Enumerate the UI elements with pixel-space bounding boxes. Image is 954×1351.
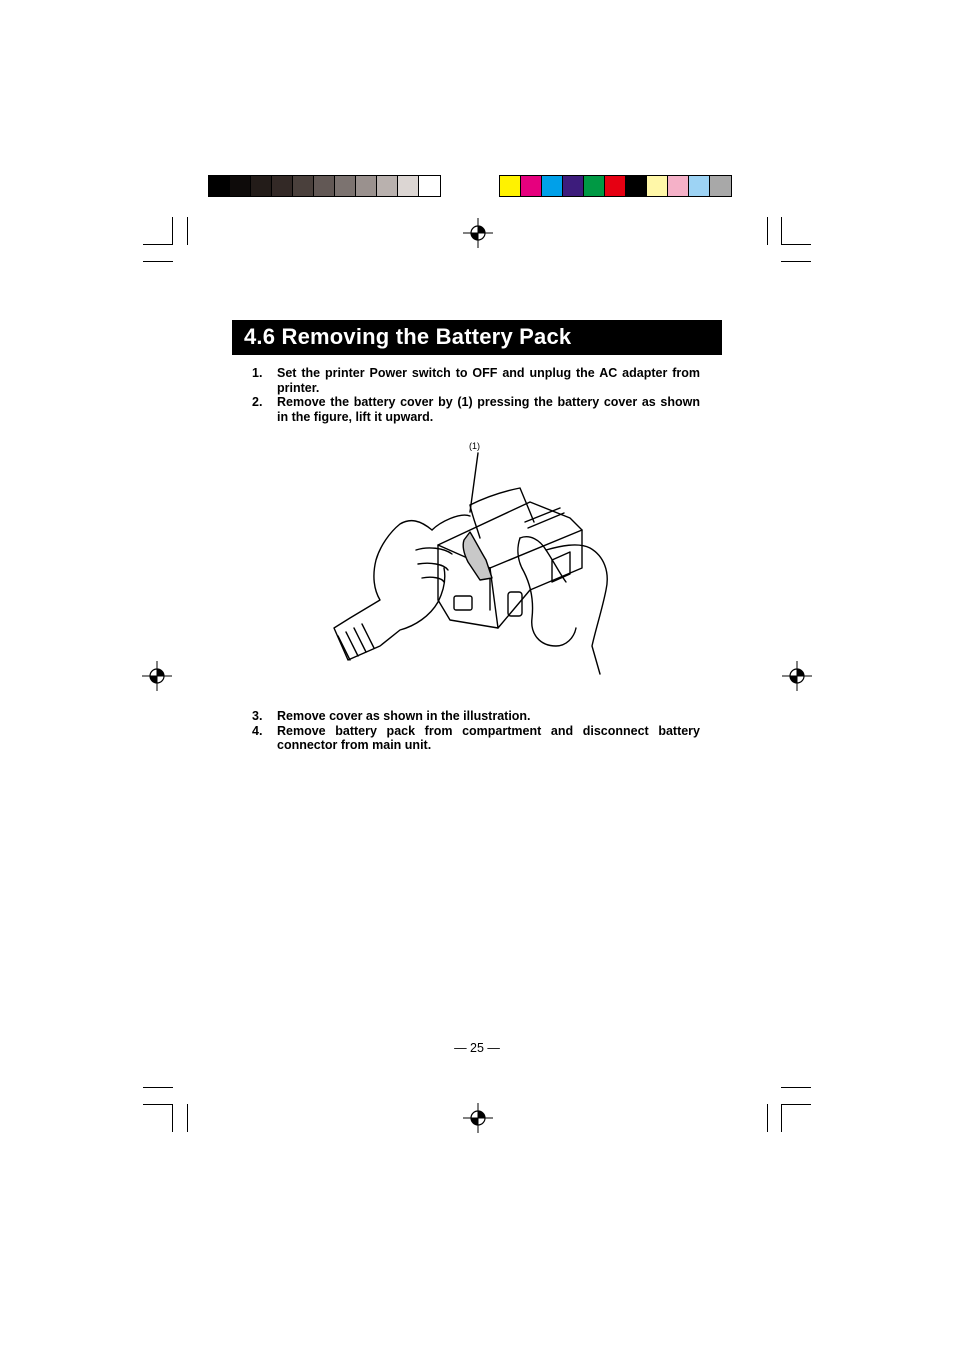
color-swatch xyxy=(398,176,419,196)
color-swatch xyxy=(542,176,563,196)
step-text: Remove the battery cover by (1) pressing the battery cover as shown in the figure, lift it upward. xyxy=(277,395,700,424)
color-swatch xyxy=(230,176,251,196)
instruction-list-top xyxy=(252,366,700,424)
instruction-list-bottom xyxy=(252,709,700,753)
color-swatch xyxy=(689,176,710,196)
color-swatch xyxy=(293,176,314,196)
color-swatch xyxy=(647,176,668,196)
step-number: 2. xyxy=(252,395,263,409)
crop-mark xyxy=(143,261,173,262)
crop-mark xyxy=(143,1104,173,1105)
color-swatch xyxy=(419,176,440,196)
section-title: 4.6 Removing the Battery Pack xyxy=(244,324,572,349)
color-swatch xyxy=(626,176,647,196)
color-swatch xyxy=(314,176,335,196)
color-swatch xyxy=(563,176,584,196)
crop-mark xyxy=(172,217,173,245)
color-swatch xyxy=(521,176,542,196)
crop-mark xyxy=(781,261,811,262)
crop-mark xyxy=(781,1104,782,1132)
color-swatch xyxy=(335,176,356,196)
battery-cover-removal-illustration xyxy=(320,450,620,682)
step-text: Set the printer Power switch to OFF and unplug the AC adapter from printer. xyxy=(277,366,700,395)
crop-mark xyxy=(781,217,782,245)
color-swatch xyxy=(710,176,731,196)
page-number: — 25 — xyxy=(454,1041,500,1055)
instruction-step xyxy=(252,709,700,724)
crop-mark xyxy=(143,244,173,245)
crop-mark xyxy=(781,244,811,245)
crop-mark xyxy=(781,1104,811,1105)
color-swatch xyxy=(272,176,293,196)
crop-mark xyxy=(187,1104,188,1132)
crop-mark xyxy=(172,1104,173,1132)
registration-mark-icon xyxy=(782,661,812,691)
section-title-bar xyxy=(232,320,722,355)
color-swatch xyxy=(356,176,377,196)
crop-mark xyxy=(767,1104,768,1132)
color-swatch xyxy=(584,176,605,196)
color-calibration-bar xyxy=(499,175,732,197)
registration-mark-icon xyxy=(463,218,493,248)
crop-mark xyxy=(143,1087,173,1088)
step-text: Remove battery pack from compartment and disconnect battery connector from main unit. xyxy=(277,723,700,752)
registration-mark-icon xyxy=(142,661,172,691)
crop-mark xyxy=(781,1087,811,1088)
color-swatch xyxy=(668,176,689,196)
step-text: Remove cover as shown in the illustration. xyxy=(277,709,531,723)
step-number: 3. xyxy=(252,709,263,723)
color-swatch xyxy=(500,176,521,196)
crop-mark xyxy=(187,217,188,245)
color-swatch xyxy=(209,176,230,196)
color-swatch xyxy=(251,176,272,196)
registration-mark-icon xyxy=(463,1103,493,1133)
instruction-step xyxy=(252,366,700,395)
grayscale-calibration-bar xyxy=(208,175,441,197)
figure-callout-label: (1) xyxy=(469,441,480,451)
color-swatch xyxy=(605,176,626,196)
instruction-step xyxy=(252,395,700,424)
step-number: 1. xyxy=(252,366,263,380)
crop-mark xyxy=(767,217,768,245)
step-number: 4. xyxy=(252,723,263,738)
instruction-step xyxy=(252,724,700,753)
color-swatch xyxy=(377,176,398,196)
